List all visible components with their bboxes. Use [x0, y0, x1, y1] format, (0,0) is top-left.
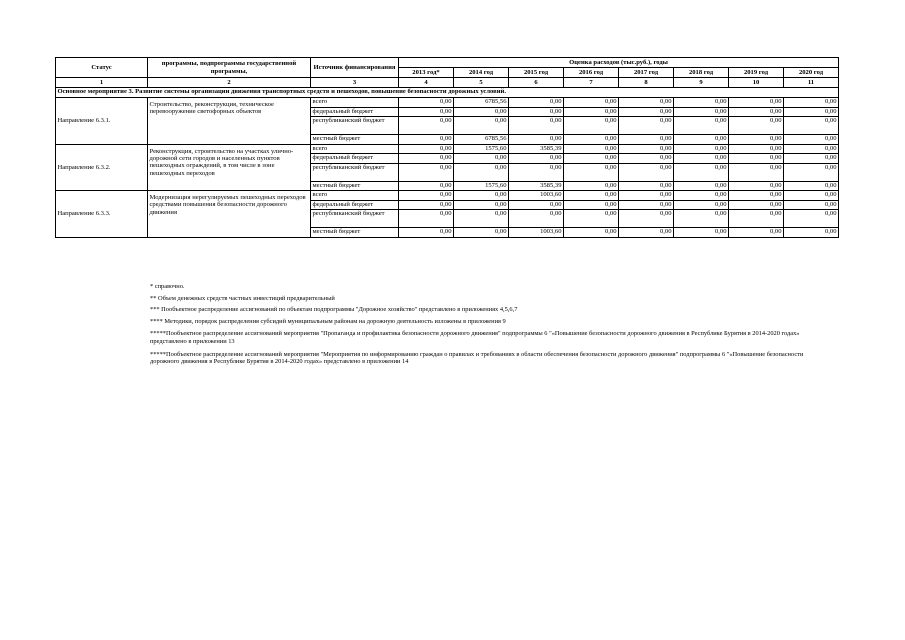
footnote: *****Пообъектное распределение ассигнований мероприятия "Пропаганда и профилактика безопасности дорожного движения" подпрограммы 6 "«Повышение безопасности дорожного движения в Республике Бурятия в 2014-2020 годах» представлено в приложении 13 [150, 330, 800, 345]
amount-cell: 0,00 [784, 117, 839, 135]
footnotes [150, 283, 830, 371]
amount-cell: 0,00 [564, 117, 619, 135]
column-number: 9 [674, 78, 729, 88]
year-header: 2016 год [564, 68, 619, 78]
amount-cell: 0,00 [509, 98, 564, 108]
amount-cell: 0,00 [729, 228, 784, 238]
header-name: программы, подпрограммы государственной программы, [148, 58, 311, 78]
year-header: 2017 год [619, 68, 674, 78]
amount-cell: 0,00 [619, 135, 674, 145]
amount-cell: 0,00 [784, 228, 839, 238]
table-row [56, 144, 839, 154]
amount-cell: 0,00 [729, 107, 784, 117]
header-status: Статус [56, 58, 148, 78]
amount-cell: 0,00 [674, 210, 729, 228]
amount-cell: 0,00 [674, 181, 729, 191]
amount-cell: 0,00 [509, 163, 564, 181]
amount-cell: 0,00 [399, 191, 454, 201]
amount-cell: 0,00 [619, 228, 674, 238]
budget-table [55, 57, 839, 238]
amount-cell: 0,00 [509, 107, 564, 117]
funding-source: всего [311, 98, 399, 108]
amount-cell: 0,00 [674, 163, 729, 181]
year-header: 2013 год* [399, 68, 454, 78]
amount-cell: 0,00 [399, 200, 454, 210]
funding-source: местный бюджет [311, 228, 399, 238]
amount-cell: 0,00 [454, 117, 509, 135]
column-number: 7 [564, 78, 619, 88]
amount-cell: 0,00 [619, 154, 674, 164]
amount-cell: 0,00 [784, 107, 839, 117]
amount-cell: 0,00 [399, 210, 454, 228]
year-header: 2014 год [454, 68, 509, 78]
amount-cell: 0,00 [454, 228, 509, 238]
amount-cell: 0,00 [399, 228, 454, 238]
amount-cell: 0,00 [454, 154, 509, 164]
funding-source: местный бюджет [311, 181, 399, 191]
amount-cell: 0,00 [784, 210, 839, 228]
amount-cell: 0,00 [619, 181, 674, 191]
amount-cell: 0,00 [674, 228, 729, 238]
amount-cell: 0,00 [564, 135, 619, 145]
amount-cell: 0,00 [784, 191, 839, 201]
amount-cell: 0,00 [399, 163, 454, 181]
direction-status: Направление 6.3.3. [56, 191, 148, 238]
year-header: 2018 год [674, 68, 729, 78]
direction-status: Направление 6.3.1. [56, 98, 148, 145]
funding-source: местный бюджет [311, 135, 399, 145]
year-header: 2019 год [729, 68, 784, 78]
year-header: 2015 год [509, 68, 564, 78]
amount-cell: 0,00 [454, 191, 509, 201]
amount-cell: 1575,60 [454, 181, 509, 191]
amount-cell: 0,00 [619, 200, 674, 210]
amount-cell: 3585,39 [509, 144, 564, 154]
column-number: 5 [454, 78, 509, 88]
amount-cell: 0,00 [729, 181, 784, 191]
column-number: 2 [148, 78, 311, 88]
direction-name: Реконструкция, строительство на участках улично-дорожной сети городов и населенных пунктов пешеходных ограждений, в том числе в зоне пешеходных переходов [148, 144, 311, 191]
amount-cell: 0,00 [674, 154, 729, 164]
amount-cell: 0,00 [399, 144, 454, 154]
amount-cell: 0,00 [729, 98, 784, 108]
amount-cell: 0,00 [454, 210, 509, 228]
amount-cell: 0,00 [784, 163, 839, 181]
amount-cell: 0,00 [399, 154, 454, 164]
funding-source: республиканский бюджет [311, 210, 399, 228]
column-number: 4 [399, 78, 454, 88]
amount-cell: 0,00 [784, 135, 839, 145]
amount-cell: 0,00 [564, 107, 619, 117]
amount-cell: 0,00 [619, 191, 674, 201]
column-number: 3 [311, 78, 399, 88]
footnote: **** Методики, порядок распределения субсидий муниципальным районам на дорожную деятельность изложены в приложения 9 [150, 317, 506, 325]
funding-source: республиканский бюджет [311, 117, 399, 135]
amount-cell: 0,00 [784, 98, 839, 108]
amount-cell: 6785,56 [454, 135, 509, 145]
footnote: *** Пообъектное распределение ассигнований по объектам подпрограммы "Дорожное хозяйство" представлено в приложениях 4,5,6,7 [150, 306, 518, 314]
amount-cell: 0,00 [454, 200, 509, 210]
amount-cell: 0,00 [509, 117, 564, 135]
amount-cell: 0,00 [729, 163, 784, 181]
main-event-title: Основное мероприятие 3. Развитие системы организации движения транспортных средств и пешеходов, повышение безопасности дорожных условий. [56, 88, 839, 98]
column-numbers-row [56, 78, 839, 88]
amount-cell: 3585,39 [509, 181, 564, 191]
amount-cell: 0,00 [509, 135, 564, 145]
amount-cell: 0,00 [674, 200, 729, 210]
amount-cell: 0,00 [564, 144, 619, 154]
funding-source: федеральный бюджет [311, 107, 399, 117]
direction-name: Модернизация нерегулируемых пешеходных переходов средствами повышения безопасности дорожного движения [148, 191, 311, 238]
amount-cell: 0,00 [564, 98, 619, 108]
amount-cell: 0,00 [674, 135, 729, 145]
footnote: * справочно. [150, 283, 185, 290]
amount-cell: 0,00 [619, 163, 674, 181]
amount-cell: 0,00 [399, 107, 454, 117]
amount-cell: 0,00 [454, 163, 509, 181]
amount-cell: 0,00 [729, 144, 784, 154]
footnote: ** Объем денежных средств частных инвестиций предварительный [150, 294, 335, 302]
direction-name: Строительство, реконструкция, техническое перевооружение светофорных объектов [148, 98, 311, 145]
column-number: 6 [509, 78, 564, 88]
header-source: Источник финансирования [311, 58, 399, 78]
column-number: 1 [56, 78, 148, 88]
main-event-row [56, 88, 839, 98]
amount-cell: 0,00 [399, 98, 454, 108]
amount-cell: 0,00 [729, 135, 784, 145]
amount-cell: 0,00 [564, 228, 619, 238]
year-header: 2020 год [784, 68, 839, 78]
amount-cell: 0,00 [784, 154, 839, 164]
amount-cell: 0,00 [619, 117, 674, 135]
amount-cell: 0,00 [619, 144, 674, 154]
amount-cell: 0,00 [564, 181, 619, 191]
amount-cell: 0,00 [399, 135, 454, 145]
funding-source: республиканский бюджет [311, 163, 399, 181]
amount-cell: 1575,60 [454, 144, 509, 154]
amount-cell: 6785,56 [454, 98, 509, 108]
funding-source: всего [311, 191, 399, 201]
funding-source: всего [311, 144, 399, 154]
amount-cell: 0,00 [399, 181, 454, 191]
amount-cell: 0,00 [784, 144, 839, 154]
amount-cell: 0,00 [784, 200, 839, 210]
amount-cell: 1003,60 [509, 191, 564, 201]
amount-cell: 0,00 [674, 191, 729, 201]
amount-cell: 0,00 [619, 210, 674, 228]
funding-source: федеральный бюджет [311, 154, 399, 164]
header-estimate: Оценка расходов (тыс.руб.), годы [399, 58, 839, 68]
amount-cell: 0,00 [729, 200, 784, 210]
footnote: *****Пообъектное распределение ассигнований мероприятия "Мероприятия по информированию граждан о правилах и требованиях в области обеспечения безопасности дорожного движения" подпрограммы 6 "«Повышение безопасности дорожного движения в Республике Бурятия в 2014-2020 годах» представлено в приложении 14 [150, 350, 804, 366]
amount-cell: 0,00 [509, 200, 564, 210]
amount-cell: 0,00 [674, 144, 729, 154]
amount-cell: 0,00 [564, 163, 619, 181]
amount-cell: 0,00 [564, 154, 619, 164]
amount-cell: 0,00 [674, 98, 729, 108]
column-number: 11 [784, 78, 839, 88]
amount-cell: 0,00 [564, 210, 619, 228]
amount-cell: 0,00 [729, 117, 784, 135]
funding-source: федеральный бюджет [311, 200, 399, 210]
amount-cell: 0,00 [729, 210, 784, 228]
amount-cell: 0,00 [509, 210, 564, 228]
amount-cell: 0,00 [509, 154, 564, 164]
amount-cell: 0,00 [729, 191, 784, 201]
amount-cell: 0,00 [619, 98, 674, 108]
column-number: 8 [619, 78, 674, 88]
table-body [56, 88, 839, 238]
amount-cell: 0,00 [564, 200, 619, 210]
amount-cell: 0,00 [784, 181, 839, 191]
direction-status: Направление 6.3.2. [56, 144, 148, 191]
amount-cell: 0,00 [619, 107, 674, 117]
amount-cell: 0,00 [729, 154, 784, 164]
table-row [56, 98, 839, 108]
header-row [56, 58, 839, 68]
amount-cell: 0,00 [674, 107, 729, 117]
amount-cell: 0,00 [564, 191, 619, 201]
amount-cell: 1003,60 [509, 228, 564, 238]
amount-cell: 0,00 [399, 117, 454, 135]
table-row [56, 191, 839, 201]
amount-cell: 0,00 [674, 117, 729, 135]
column-number: 10 [729, 78, 784, 88]
amount-cell: 0,00 [454, 107, 509, 117]
